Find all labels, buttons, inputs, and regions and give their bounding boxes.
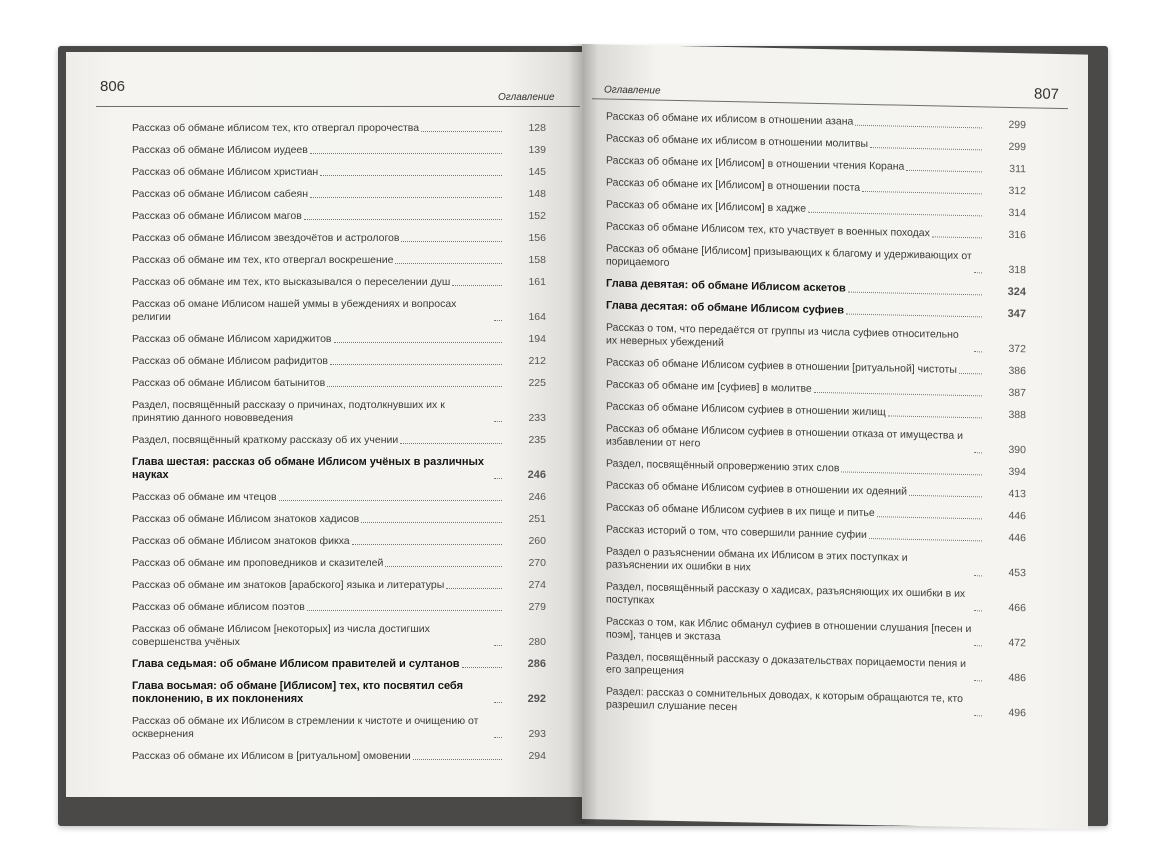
- toc-entry: [606, 243, 1026, 278]
- toc-entry-title: Рассказ об обмане иблисом поэтов: [132, 601, 305, 613]
- dot-leader: [310, 197, 502, 198]
- left-running-head: Оглавление: [498, 92, 555, 103]
- toc-entry-title: Рассказ об обмане Иблисом суфиев в их пище и питье: [606, 501, 875, 520]
- toc-page-number: 270: [528, 557, 546, 569]
- toc-entry-title: Раздел: рассказ о сомнительных доводах, к которым обращаются те, кто разрешил слушание песен: [606, 685, 963, 714]
- toc-entry: [132, 188, 546, 201]
- dot-leader: [877, 516, 982, 519]
- toc-entry-title: Рассказ об обмане [Иблисом] призывающих к благому и удерживающих от порицаемого: [606, 242, 972, 269]
- toc-entry-title: Рассказ историй о том, что совершили ранние суфии: [606, 523, 867, 541]
- toc-entry: [132, 254, 546, 267]
- toc-entry: [132, 166, 546, 179]
- toc-entry-title: Рассказ об обмане им тех, кто отвергал воскрешение: [132, 254, 394, 266]
- toc-page-number: 316: [1008, 228, 1026, 242]
- dot-leader: [909, 495, 982, 498]
- dot-leader: [846, 314, 982, 318]
- toc-entry: [132, 623, 546, 649]
- toc-page-number: 280: [528, 636, 546, 648]
- toc-chapter-heading: [132, 658, 546, 671]
- toc-page-number: 386: [1008, 364, 1026, 378]
- toc-page-number: 158: [528, 254, 546, 266]
- dot-leader: [494, 421, 502, 422]
- right-header-rule: [592, 98, 1068, 109]
- toc-page-number: 225: [528, 377, 546, 389]
- toc-page-number: 446: [1008, 531, 1026, 545]
- toc-entry: [132, 535, 546, 548]
- toc-entry-title: Рассказ об обмане их иблисом в отношении молитвы: [606, 132, 869, 150]
- toc-entry-title: Глава десятая: об обмане Иблисом суфиев: [606, 299, 845, 317]
- toc-entry: [606, 357, 1026, 379]
- right-page: [582, 44, 1088, 830]
- dot-leader: [932, 236, 982, 238]
- toc-page-number: 212: [528, 355, 546, 367]
- toc-page-number: 152: [528, 210, 546, 222]
- toc-page-number: 194: [528, 333, 546, 345]
- toc-entry-title: Рассказ об омане Иблисом нашей уммы в убеждениях и вопросах религии: [132, 298, 457, 323]
- toc-entry-title: Раздел, посвящённый краткому рассказу об их учении: [132, 434, 399, 446]
- toc-entry: [606, 502, 1026, 524]
- toc-chapter-heading: [606, 300, 1026, 322]
- dot-leader: [974, 272, 982, 273]
- toc-page-number: 235: [528, 434, 546, 446]
- toc-entry: [606, 546, 1026, 581]
- toc-entry: [606, 322, 1026, 357]
- toc-entry: [606, 524, 1026, 546]
- toc-entry-title: Глава шестая: рассказ об обмане Иблисом учёных в различных науках: [132, 456, 485, 481]
- dot-leader: [869, 538, 982, 541]
- toc-entry-title: Раздел, посвящённый рассказу о причинах, подтолкнувших их к принятию данного нововведения: [132, 399, 445, 424]
- toc-entry-title: Раздел, посвящённый рассказу о доказательствах порицаемости пения и его запрещения: [606, 650, 966, 678]
- toc-page-number: 161: [528, 276, 546, 288]
- dot-leader: [413, 759, 502, 760]
- toc-page-number: 286: [527, 658, 546, 670]
- toc-entry-title: Рассказ об обмане им чтецов: [132, 491, 277, 503]
- toc-entry: [132, 333, 546, 346]
- dot-leader: [310, 153, 502, 154]
- toc-entry: [606, 221, 1026, 243]
- toc-entry: [132, 144, 546, 157]
- toc-entry-title: Рассказ об обмане их [Иблисом] в отношении поста: [606, 176, 861, 194]
- dot-leader: [974, 715, 982, 716]
- toc-entry: [132, 122, 546, 135]
- toc-entry-title: Глава восьмая: об обмане [Иблисом] тех, кто посвятил себя поклонению, в их поклонениях: [132, 680, 463, 705]
- dot-leader: [385, 566, 502, 567]
- dot-leader: [494, 645, 502, 646]
- dot-leader: [494, 702, 502, 703]
- toc-chapter-heading: [606, 278, 1026, 300]
- dot-leader: [307, 610, 502, 611]
- toc-entry-title: Рассказ об обмане Иблисом суфиев в отношении жилищ: [606, 400, 886, 419]
- toc-entry: [606, 651, 1026, 686]
- toc-page-number: 466: [1008, 601, 1026, 615]
- toc-entry: [132, 298, 546, 324]
- toc-entry: [606, 423, 1026, 458]
- dot-leader: [361, 522, 502, 523]
- toc-page-number: 299: [1008, 118, 1026, 132]
- dot-leader: [352, 544, 502, 545]
- dot-leader: [808, 212, 982, 217]
- dot-leader: [334, 342, 502, 343]
- dot-leader: [855, 125, 982, 129]
- dot-leader: [494, 737, 502, 738]
- toc-entry-title: Рассказ об обмане их [Иблисом] в хадже: [606, 198, 807, 215]
- toc-entry-title: Рассказ о том, как Иблис обманул суфиев в отношении слушания [песен и поэм], танцев и экстаза: [606, 615, 972, 643]
- dot-leader: [462, 667, 502, 668]
- toc-page-number: 233: [528, 412, 546, 424]
- toc-chapter-heading: [132, 456, 546, 482]
- toc-entry-title: Рассказ об обмане им [суфиев] в молитве: [606, 378, 812, 395]
- right-running-head: Оглавление: [604, 84, 661, 97]
- toc-page-number: 148: [528, 188, 546, 200]
- toc-page-number: 486: [1008, 671, 1026, 685]
- toc-page-number: 279: [528, 601, 546, 613]
- toc-page-number: 372: [1008, 342, 1026, 356]
- toc-page-number: 246: [527, 469, 546, 481]
- dot-leader: [494, 320, 502, 321]
- toc-entry: [132, 210, 546, 223]
- toc-page-number: 128: [528, 122, 546, 134]
- toc-page-number: 388: [1008, 408, 1026, 422]
- toc-page-number: 139: [528, 144, 546, 156]
- dot-leader: [974, 610, 982, 611]
- toc-page-number: 472: [1008, 636, 1026, 650]
- dot-leader: [888, 415, 982, 418]
- dot-leader: [848, 292, 982, 296]
- toc-entry-title: Рассказ об обмане Иблисом рафидитов: [132, 355, 328, 367]
- toc-entry-title: Рассказ об обмане Иблисом знатоков фикха: [132, 535, 350, 547]
- dot-leader: [330, 364, 502, 365]
- toc-entry: [606, 133, 1026, 155]
- toc-page-number: 251: [528, 513, 546, 525]
- toc-entry-title: Рассказ об обмане их Иблисом в [ритуальном] омовении: [132, 750, 411, 762]
- toc-entry: [606, 686, 1026, 721]
- toc-page-number: 164: [528, 311, 546, 323]
- toc-entry-title: Рассказ об обмане Иблисом звездочётов и астрологов: [132, 232, 400, 244]
- toc-entry: [606, 111, 1026, 133]
- toc-entry-title: Рассказ об обмане им проповедников и сказителей: [132, 557, 384, 569]
- toc-entry-title: Рассказ об обмане им тех, кто высказывался о переселении душ: [132, 276, 451, 288]
- toc-entry: [132, 715, 546, 741]
- dot-leader: [446, 588, 502, 589]
- dot-leader: [401, 241, 502, 242]
- toc-page-number: 324: [1007, 285, 1026, 299]
- toc-page-number: 311: [1009, 162, 1026, 176]
- toc-entry: [132, 434, 546, 447]
- toc-page-number: 390: [1008, 443, 1026, 457]
- right-page-number: 807: [1034, 85, 1060, 103]
- toc-entry: [606, 616, 1026, 651]
- dot-leader: [279, 500, 502, 501]
- dot-leader: [320, 175, 502, 176]
- toc-entry: [132, 557, 546, 570]
- toc-entry: [132, 276, 546, 289]
- toc-entry-title: Рассказ об обмане их [Иблисом] в отношении чтения Корана: [606, 154, 905, 173]
- dot-leader: [974, 575, 982, 576]
- toc-entry: [132, 232, 546, 245]
- toc-page-number: 299: [1008, 140, 1026, 154]
- toc-page-number: 318: [1008, 263, 1026, 277]
- toc-entry: [606, 480, 1026, 502]
- dot-leader: [327, 386, 502, 387]
- toc-entry-title: Рассказ об обмане Иблисом [некоторых] из числа достигших совершенства учёных: [132, 623, 430, 648]
- toc-entry-title: Рассказ об обмане иблисом тех, кто отвергал пророчества: [132, 122, 420, 134]
- dot-leader: [452, 285, 502, 286]
- toc-entry-title: Рассказ об обмане Иблисом батынитов: [132, 377, 326, 389]
- toc-entry-title: Рассказ об обмане их иблисом в отношении азана: [606, 110, 854, 128]
- toc-entry-title: Рассказ об обмане Иблисом сабеян: [132, 188, 309, 200]
- toc-entry: [132, 579, 546, 592]
- toc-chapter-heading: [132, 680, 546, 706]
- toc-entry-title: Рассказ об обмане Иблисом иудеев: [132, 144, 308, 156]
- toc-page-number: 293: [528, 728, 546, 740]
- dot-leader: [841, 471, 982, 475]
- toc-entry: [606, 155, 1026, 177]
- toc-page-number: 314: [1008, 206, 1026, 220]
- toc-entry-title: Рассказ об обмане Иблисом тех, кто участвует в военных походах: [606, 220, 930, 240]
- toc-entry: [132, 399, 546, 425]
- left-header-rule: [96, 106, 580, 107]
- dot-leader: [906, 170, 982, 173]
- toc-page-number: 260: [528, 535, 546, 547]
- toc-entry-title: Рассказ об обмане Иблисом знатоков хадисов: [132, 513, 360, 525]
- toc-entry: [606, 379, 1026, 401]
- dot-leader: [395, 263, 502, 264]
- dot-leader: [862, 191, 982, 195]
- toc-entry-title: Рассказ об обмане им знатоков [арабского] языка и литературы: [132, 579, 445, 591]
- toc-entry-title: Раздел, посвящённый рассказу о хадисах, разъясняющих их ошибки в их поступках: [606, 580, 966, 607]
- toc-entry-title: Рассказ об обмане Иблисом магов: [132, 210, 302, 222]
- toc-entry: [606, 458, 1026, 480]
- left-toc-list: [132, 122, 546, 772]
- dot-leader: [974, 680, 982, 681]
- toc-entry-title: Раздел, посвящённый опровержению этих слов: [606, 457, 840, 475]
- dot-leader: [974, 351, 982, 352]
- dot-leader: [304, 219, 502, 220]
- toc-entry-title: Рассказ об обмане Иблисом суфиев в отношении их одеяний: [606, 479, 908, 498]
- toc-entry-title: Рассказ об обмане Иблисом суфиев в отношении отказа от имущества и избавлении от него: [606, 422, 964, 450]
- right-toc-list: [606, 111, 1026, 730]
- toc-page-number: 292: [527, 693, 546, 705]
- book-gutter: [568, 44, 598, 824]
- toc-page-number: 246: [528, 491, 546, 503]
- dot-leader: [959, 373, 982, 374]
- toc-entry-title: Глава девятая: об обмане Иблисом аскетов: [606, 277, 846, 295]
- toc-entry: [606, 177, 1026, 199]
- toc-page-number: 387: [1008, 386, 1026, 400]
- toc-entry-title: Рассказ об обмане Иблисом суфиев в отношении [ритуальной] чистоты: [606, 356, 957, 376]
- toc-page-number: 413: [1008, 487, 1026, 501]
- toc-entry: [606, 199, 1026, 221]
- toc-entry: [132, 491, 546, 504]
- dot-leader: [400, 443, 502, 444]
- toc-entry: [132, 355, 546, 368]
- toc-page-number: 294: [528, 750, 546, 762]
- toc-page-number: 446: [1008, 509, 1026, 523]
- toc-page-number: 347: [1007, 307, 1026, 321]
- toc-page-number: 156: [528, 232, 546, 244]
- toc-entry-title: Рассказ о том, что передаётся от группы из числа суфиев относительно их неверных убеждений: [606, 321, 959, 349]
- dot-leader: [974, 645, 982, 646]
- toc-page-number: 312: [1008, 184, 1026, 198]
- toc-entry: [606, 401, 1026, 423]
- toc-page-number: 145: [528, 166, 546, 178]
- toc-entry-title: Рассказ об обмане Иблисом христиан: [132, 166, 319, 178]
- toc-entry-title: Раздел о разъяснении обмана их Иблисом в этих поступках и разъяснении их ошибки в них: [606, 545, 908, 574]
- toc-entry-title: Рассказ об обмане Иблисом хариджитов: [132, 333, 332, 345]
- toc-entry: [606, 581, 1026, 616]
- toc-entry-title: Рассказ об обмане их Иблисом в стремлении к чистоте и очищению от осквернения: [132, 715, 479, 740]
- left-page: [66, 52, 582, 797]
- toc-entry: [132, 513, 546, 526]
- dot-leader: [870, 147, 982, 150]
- toc-entry-title: Глава седьмая: об обмане Иблисом правителей и султанов: [132, 658, 460, 670]
- toc-page-number: 274: [528, 579, 546, 591]
- toc-page-number: 453: [1008, 566, 1026, 580]
- left-page-number: 806: [100, 78, 126, 95]
- toc-entry: [132, 750, 546, 763]
- dot-leader: [974, 452, 982, 453]
- dot-leader: [814, 392, 982, 397]
- dot-leader: [494, 478, 502, 479]
- toc-page-number: 496: [1008, 706, 1026, 720]
- toc-page-number: 394: [1008, 465, 1026, 479]
- dot-leader: [421, 131, 502, 132]
- toc-entry: [132, 601, 546, 614]
- toc-entry: [132, 377, 546, 390]
